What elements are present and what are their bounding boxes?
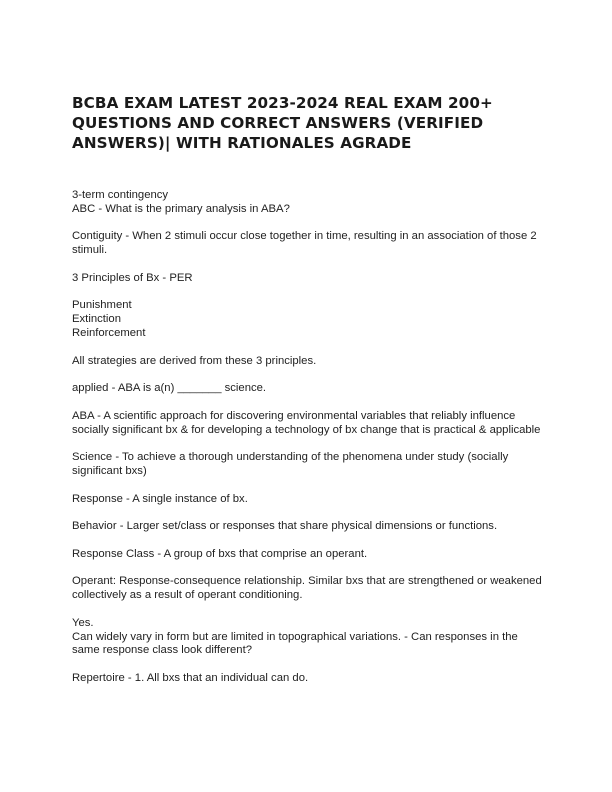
entry-all-strategies: All strategies are derived from these 3 principles. xyxy=(72,354,317,367)
entry-yes: Yes. xyxy=(72,616,94,629)
entry-applied: applied - ABA is a(n) _______ science. xyxy=(72,382,267,395)
document-body xyxy=(72,189,542,686)
entry-response-class: Response Class - A group of bxs that comprise an operant. xyxy=(72,547,368,560)
entry-contiguity: Contiguity - When 2 stimuli occur close together in time, resulting in an association of those 2 stimuli. xyxy=(72,230,537,257)
entry-aba: ABA - A scientific approach for discovering environmental variables that reliably influence socially significant bx & for developing a technology of bx change that is practical & applicable xyxy=(72,409,541,436)
entry-extinction: Extinction xyxy=(72,313,121,326)
entry-3-principles: 3 Principles of Bx - PER xyxy=(72,271,193,284)
entry-operant: Operant: Response-consequence relationship. Similar bxs that are strengthened or weakened collectively as a result of operant conditioning. xyxy=(72,575,542,602)
entry-repertoire: Repertoire - 1. All bxs that an individual can do. xyxy=(72,671,309,684)
entry-response: Response - A single instance of bx. xyxy=(72,492,248,505)
entry-3-term-contingency: 3-term contingency xyxy=(72,189,169,201)
document-title: BCBA EXAM LATEST 2023-2024 REAL EXAM 200+ QUESTIONS AND CORRECT ANSWERS (VERIFIED ANSWERS)| WITH RATIONALES AGRADE xyxy=(72,94,493,152)
entry-abc: ABC - What is the primary analysis in ABA? xyxy=(72,202,290,215)
entry-punishment: Punishment xyxy=(72,299,132,312)
entry-reinforcement: Reinforcement xyxy=(72,326,146,339)
entry-science: Science - To achieve a thorough understanding of the phenomena under study (socially significant bxs) xyxy=(72,451,509,477)
entry-response-variation: Can widely vary in form but are limited in topographical variations. - Can responses in the same response class look different? xyxy=(72,630,518,657)
entry-behavior: Behavior - Larger set/class or responses that share physical dimensions or functions. xyxy=(72,520,498,533)
